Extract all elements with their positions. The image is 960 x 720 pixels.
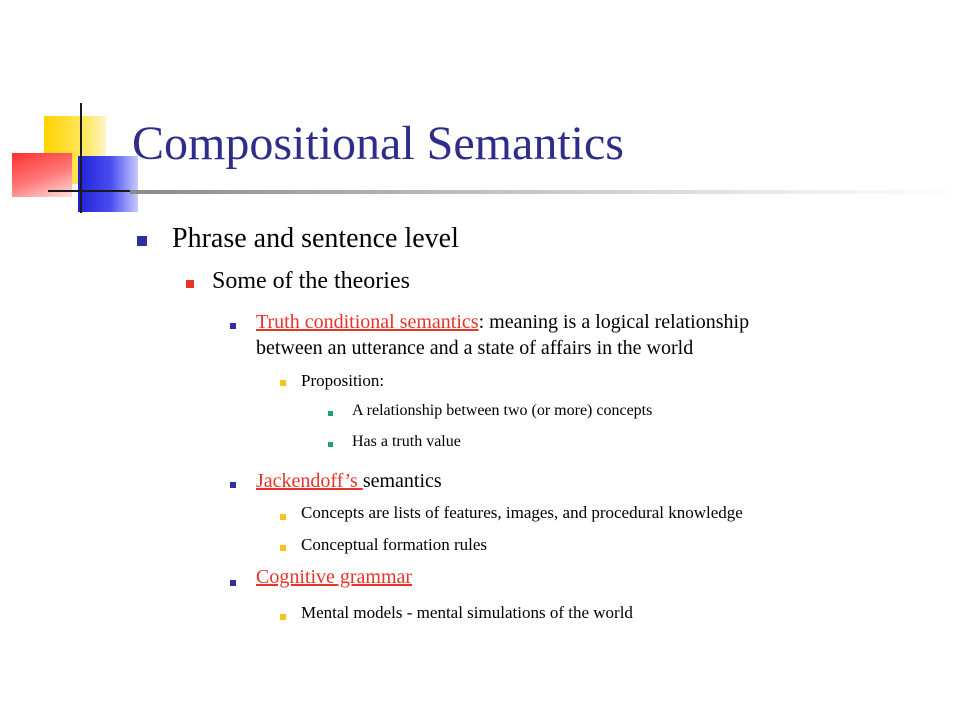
bullet-relationship-concepts: A relationship between two (or more) concepts	[352, 402, 653, 419]
bullet-mental-models: Mental models - mental simulations of the world	[301, 603, 633, 622]
square-bullet-icon	[186, 280, 194, 288]
square-bullet-icon	[328, 442, 333, 447]
decor-vertical-line	[80, 103, 82, 213]
square-bullet-icon	[230, 323, 236, 329]
slide-title: Compositional Semantics	[132, 117, 624, 170]
bullet-some-theories: Some of the theories	[212, 268, 410, 294]
truth-conditional-line1	[256, 311, 749, 334]
title-underline-rule	[130, 190, 960, 194]
cognitive-grammar-line	[256, 566, 412, 589]
truth-conditional-semantics-link[interactable]: Truth conditional semantics	[256, 311, 479, 333]
bullet-conceptual-formation-rules: Conceptual formation rules	[301, 535, 488, 554]
bullet-truth-value: Has a truth value	[352, 433, 461, 450]
decor-horizontal-line	[48, 190, 138, 192]
square-bullet-icon	[280, 514, 286, 520]
decor-blue-square	[78, 156, 138, 212]
square-bullet-icon	[280, 545, 286, 551]
square-bullet-icon	[328, 411, 333, 416]
truth-conditional-line2: between an utterance and a state of affairs in the world	[256, 337, 694, 359]
square-bullet-icon	[230, 580, 236, 586]
cognitive-grammar-link[interactable]: Cognitive grammar	[256, 566, 413, 588]
bullet-proposition: Proposition:	[301, 371, 385, 390]
truth-conditional-definition: : meaning is a logical relationship	[478, 311, 750, 333]
jackendoff-link[interactable]: Jackendoff’s	[256, 470, 363, 492]
jackendoff-semantics-text: semantics	[362, 470, 442, 492]
jackendoff-line	[256, 470, 442, 493]
square-bullet-icon	[280, 614, 286, 620]
square-bullet-icon	[137, 236, 147, 246]
bullet-concepts-lists: Concepts are lists of features, images, and procedural knowledge	[301, 503, 743, 522]
bullet-phrase-sentence-level: Phrase and sentence level	[172, 223, 459, 254]
square-bullet-icon	[280, 380, 286, 386]
title-decoration	[0, 0, 140, 230]
square-bullet-icon	[230, 482, 236, 488]
